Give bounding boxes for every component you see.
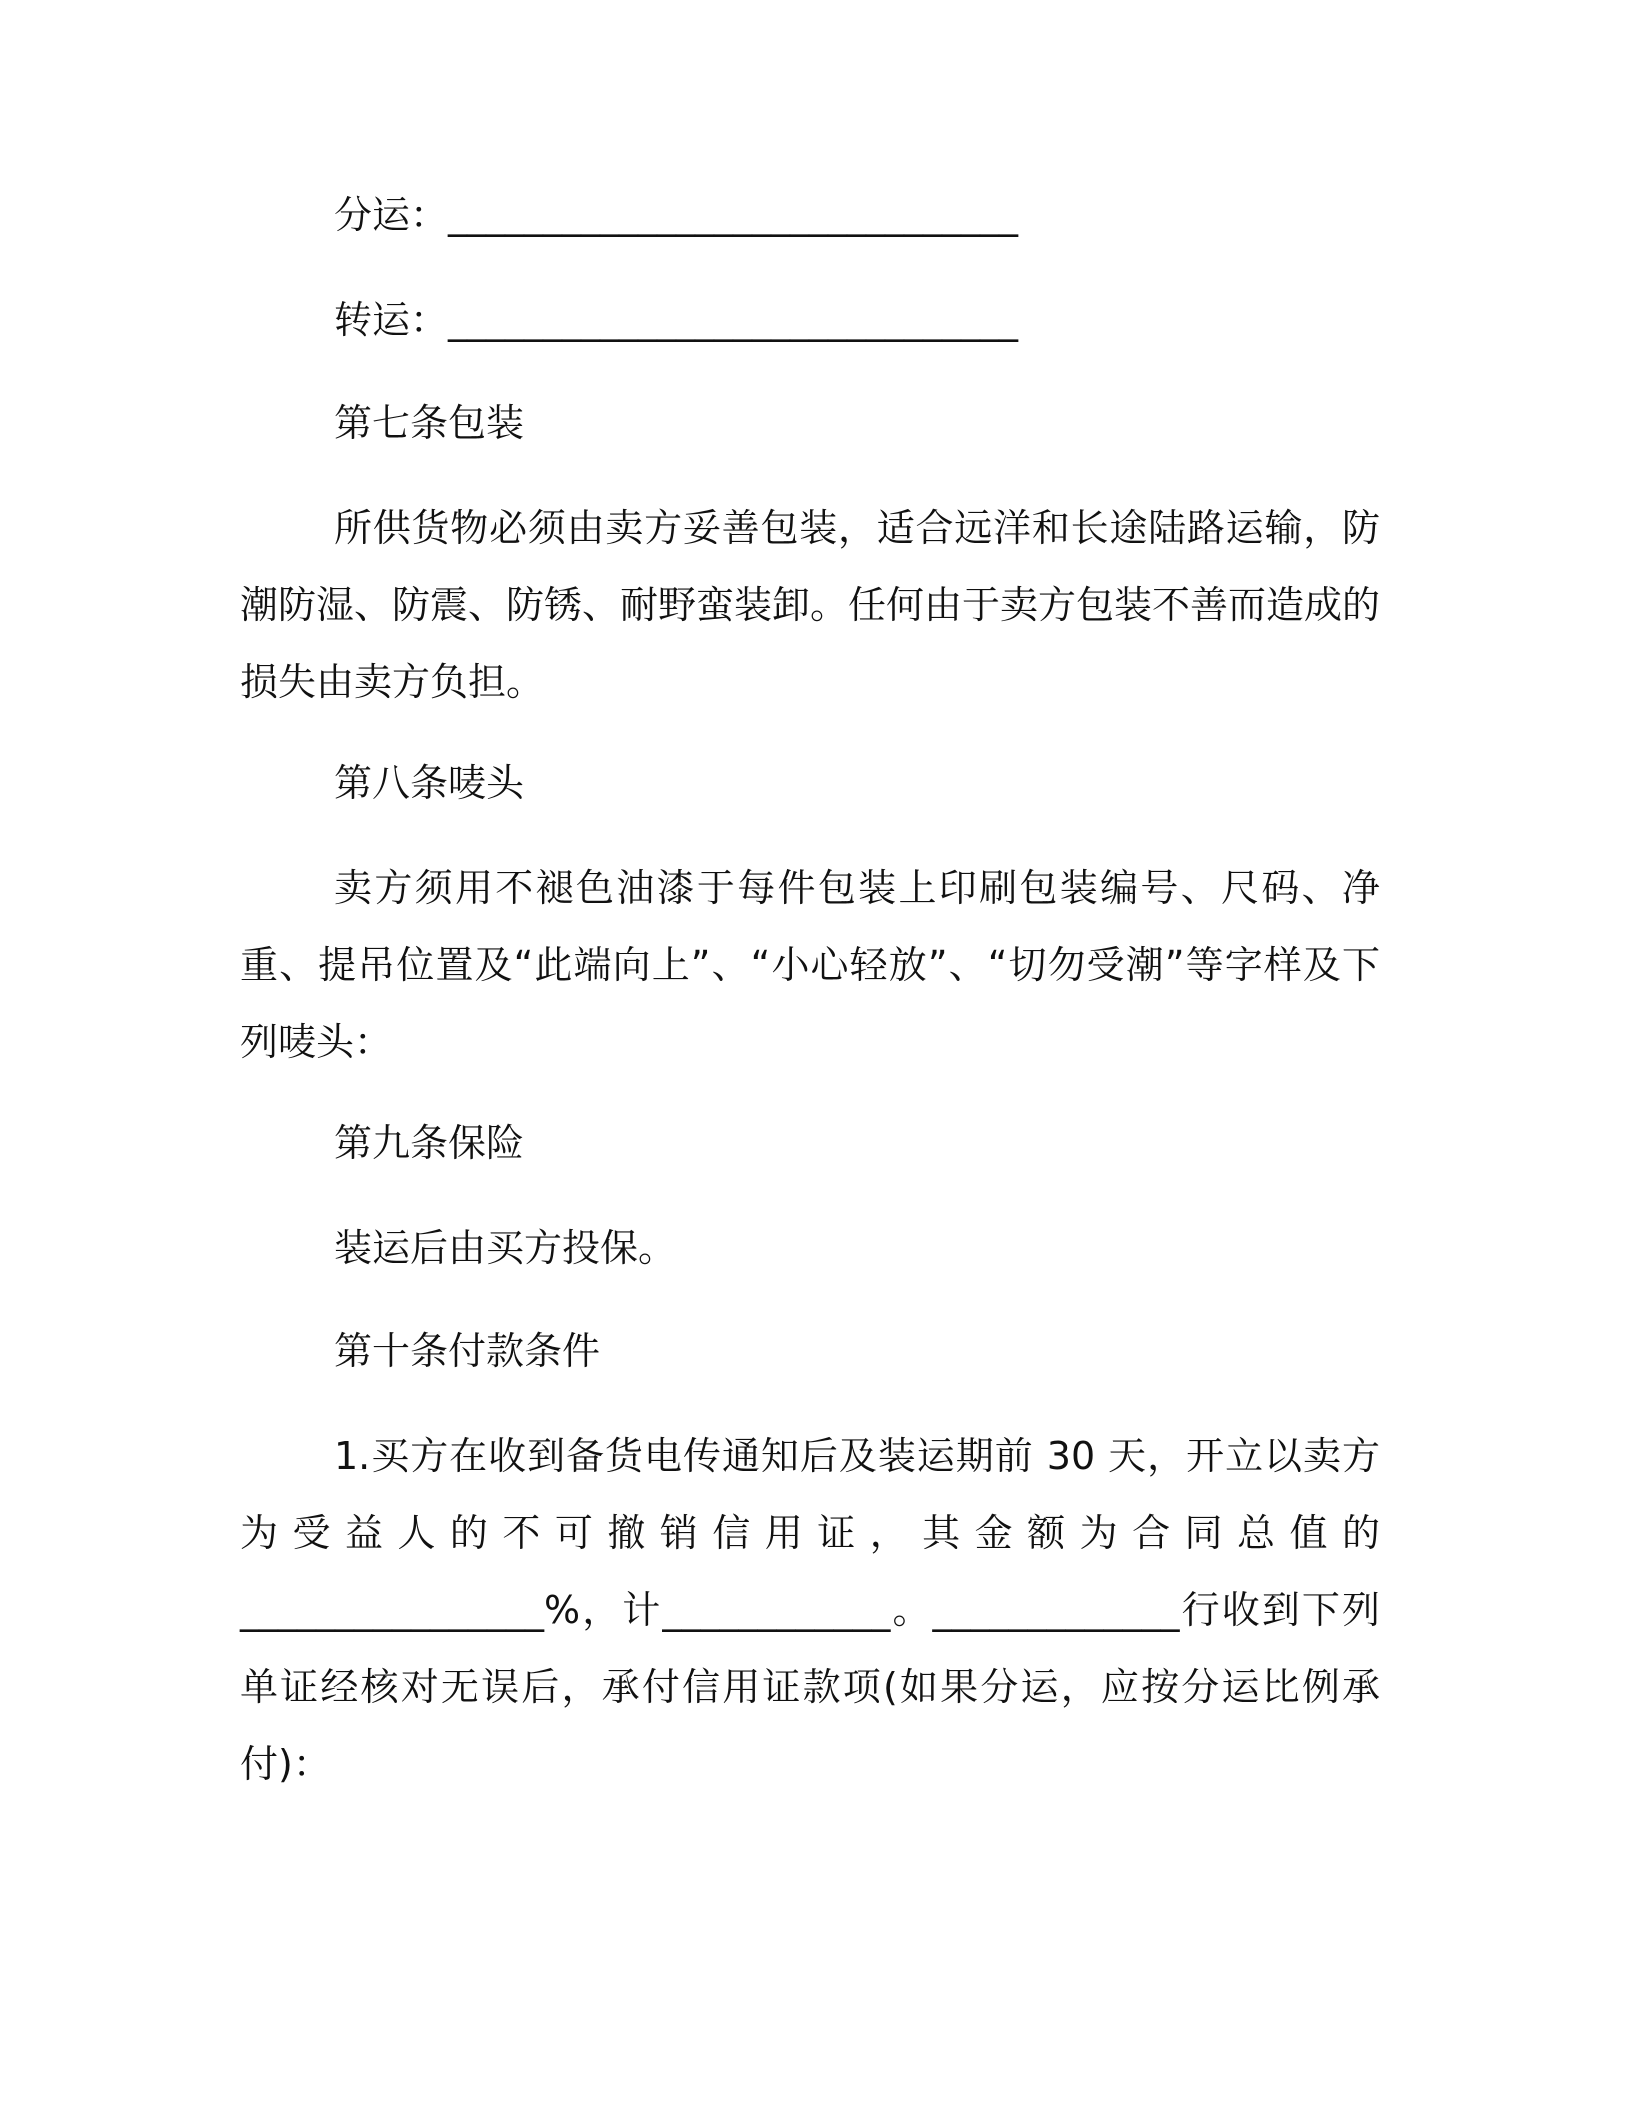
article8-title: 第八条唛头 <box>334 761 525 805</box>
article10-body: 1.买方在收到备货电传通知后及装运期前 30 天，开立以卖方为受益人的不可撤销信用证，其金额为合同总值的________________%，计____________。_____________行收到下列单证经核对无误后，承付信用证款项(如果分运，应按分运比例承付)： <box>240 1434 1380 1786</box>
article8-body: 卖方须用不褪色油漆于每件包装上印刷包装编号、尺码、净重、提吊位置及“此端向上”、“小心轻放”、“切勿受潮”等字样及下列唛头： <box>240 866 1380 1064</box>
article9-body: 装运后由买方投保。 <box>334 1226 677 1270</box>
article7-body: 所供货物必须由卖方妥善包装，适合远洋和长途陆路运输，防潮防湿、防震、防锈、耐野蛮装卸。任何由于卖方包装不善而造成的损失由卖方负担。 <box>240 506 1381 704</box>
split-shipment-line: 分运：______________________________ <box>334 193 1019 237</box>
article9-title: 第九条保险 <box>334 1121 525 1165</box>
article10-title: 第十条付款条件 <box>334 1329 601 1373</box>
transshipment-line: 转运：______________________________ <box>334 298 1019 342</box>
article7-title: 第七条包装 <box>334 401 525 445</box>
